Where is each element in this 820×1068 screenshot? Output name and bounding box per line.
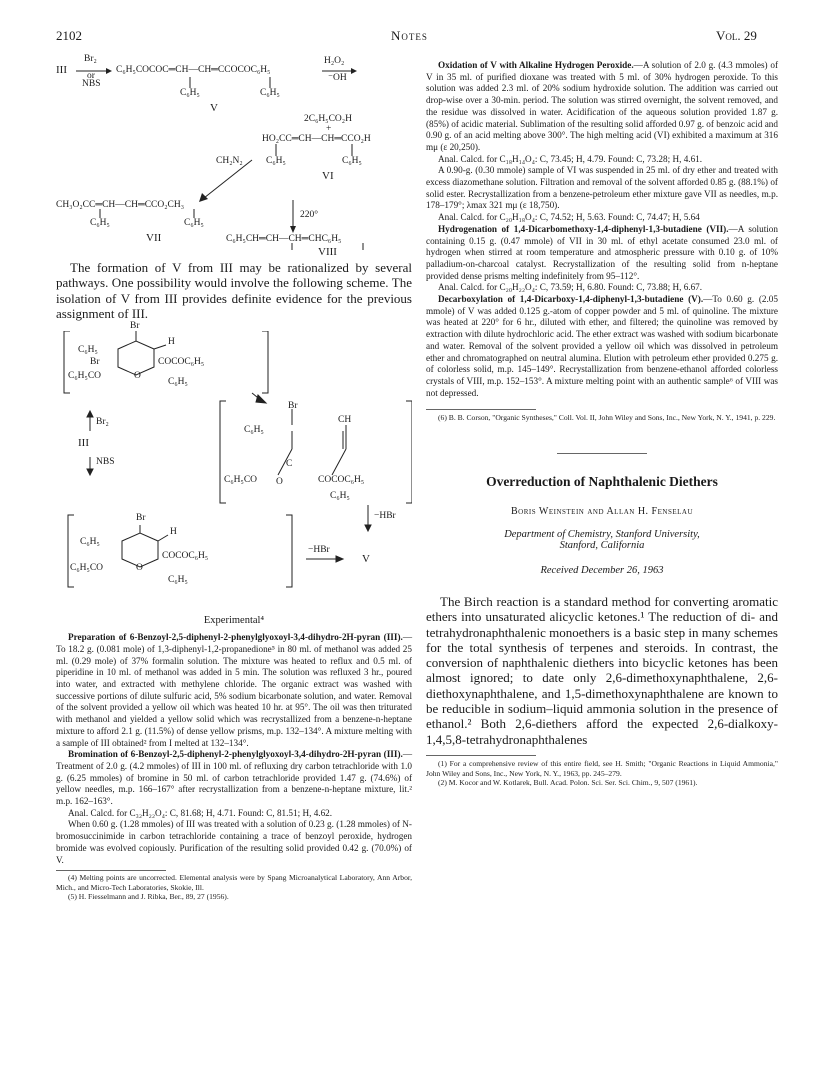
reagent-br2: Br₂ <box>84 54 97 64</box>
affiliation-line-1: Department of Chemistry, Stanford University, <box>504 528 700 540</box>
plus-sign: + <box>326 124 332 134</box>
right-column <box>426 60 778 788</box>
bottom-benzoyl: C₆H₅CO <box>70 563 104 574</box>
oxidation-heading: Oxidation of V with Alkaline Hydrogen Peroxide. <box>438 60 634 70</box>
bottom-phenyl-2: C₆H₅ <box>168 575 188 586</box>
analysis-hydrogenated: Anal. Calcd. for C₂₀H₂₂O₄: C, 73.59; H, 6.80. Found: C, 73.88; H, 6.67. <box>438 282 703 293</box>
top-phenyl: C₆H₅ <box>78 345 98 356</box>
top-h: H <box>168 337 175 348</box>
experimental-heading: Experimental⁴ <box>203 615 265 627</box>
mid-phenyl-2: C₆H₅ <box>330 491 350 502</box>
bromination-text: —Treatment of 2.0 g. (4.2 mmoles) of III in 100 ml. of refluxing dry carbon tetrachloride with 1.0 g. (6.25 mmoles) of bromine in 50 ml. of carbon tetrachloride provided 1.47 g. (74.6%) of yellow needles, m.p. 166–167° after recrystallization from a benzene-n-heptane mixture, lit.² m.p. 162–163°. <box>56 749 412 807</box>
running-head: Notes <box>391 28 428 43</box>
mid-phenyl: C₆H₅ <box>244 425 264 436</box>
bromination-paragraph <box>56 749 412 808</box>
footnote-divider <box>426 409 536 410</box>
mid-phenylglyoxoyl: COCOC₆H₅ <box>318 475 365 486</box>
decarboxylation-heading: Decarboxylation of 1,4-Dicarboxy-1,4-diphenyl-1,3-butadiene (V). <box>438 294 704 305</box>
article-body: The Birch reaction is a standard method for converting aromatic ethers into unsaturated alicyclic ketones.¹ The reduction of di- and tetrahydronaphthalenic monoethers is a basic step in many schemes for the total synthesis of terpenes and steroids. In contrast, the conversion of naphthalenic diethers into bicyclic ketones has been almost ignored; to date only 2,6-dimethoxynaphthalene, 2,6-diethoxynaphthalene, and 1,5-dimethoxynaphthalene are known to be reducible in sodium–liquid ammonia solution in the presence of ethanol.² Both 2,6-diethers afford the expected 2,6-dialkoxy-1,4,5,8-tetrahydronaphthalenes <box>426 593 778 747</box>
hydrogenation-text: —A solution containing 0.15 g. (0.47 mmole) of VII in 30 ml. of ethyl acetate consumed 23.0 ml. of hydrogen when stirred at room temperature and atmospheric pressure with 0.10 g. of 10% palladium-on-charcoal catalyst. Recrystallization of the resulting solid from n-heptane provided dense prisms melting indefinitely from 95–112°. <box>426 223 778 281</box>
compound-vii-label: VII <box>146 232 162 244</box>
top-ring-oxygen: O <box>134 371 141 382</box>
decarboxylation-text: —To 0.60 g. (2.05 mmole) of V was added 0.125 g.-atom of copper powder and 5 ml. of quinoline. The mixture was heated at 220° for 6 hr., diluted with ether, and filtered; the quinoline was removed by extraction with dilute hydrochloric acid. The ether extract was washed with sodium bicarbonate and water. Removal of the solvent provided a yellow oil which was dissolved in petroleum ether and chromatographed on neutral alumina. Elution with petroleum ether provided 0.275 g. of colorless solid, m.p. 145–149°. Recrystallization from benzene-ethanol afforded colorless crystals of VIII, m.p. 152–153°. A mixture melting point with an authentic sample⁶ of VIII was not depressed. <box>426 294 778 398</box>
nbs-paragraph: When 0.60 g. (1.28 mmoles) of III was treated with a solution of 0.23 g. (1.28 mmoles) of N-bromosuccinimide in carbon tetrachloride containing a trace of benzoyl peroxide, hydrogen bromide was evolved copiously. Purification of the resulting solid provided 0.42 g. (70.0%) of V. <box>56 819 412 865</box>
footnote-divider <box>426 755 536 756</box>
oxidation-text: —A solution of 2.0 g. (4.3 mmoles) of V in 35 ml. of purified dioxane was treated with 5 ml. of 30% hydrogen peroxide. To this solution was added 2.3 ml. of 20% sodium hydroxide solution. The addition was carried out drop-wise over a 30-min. period. The solution was stirred overnight, the solvent removed, and the residue was dissolved in water. Acidification of the aqueous solution provided 1.87 g. (85%) of acidic material. Sublimation of the resulting solid afforded 0.97 g. of benzoic acid and 0.90 g. of an acid melting above 300°. The high melting acid (VI) exhibited a maximum at 316 mμ (ε 20,250). <box>426 60 778 152</box>
rationale-paragraph: The formation of V from III may be rationalized by several pathways. One possibility would involve the following scheme. The isolation of V from III provides definite evidence for the previous assignment of III. <box>56 260 412 321</box>
bottom-ring-oxygen: O <box>136 563 143 574</box>
article-authors: Boris Weinstein and Allan H. Fenselau <box>510 505 694 517</box>
bromination-heading: Bromination of 6-Benzoyl-2,5-diphenyl-2-phenylglyoxoyl-3,4-dihydro-2H-pyran (III). <box>68 749 403 760</box>
compound-vi-substituent: C₆H₅ <box>342 156 362 166</box>
top-benzoyl: C₆H₅CO <box>68 371 102 382</box>
mid-ch: CH <box>338 415 352 426</box>
footnote-2: (2) M. Kocor and W. Kotlarek, Bull. Acad. Polon. Sci. Ser. Sci. Chim., 9, 507 (1961). <box>438 778 698 788</box>
compound-v-product: V <box>362 553 370 566</box>
compound-vi-label: VI <box>322 170 334 182</box>
compound-vii-substituent: C₆H₅ <box>184 218 204 228</box>
diazomethane-paragraph: A 0.90-g. (0.30 mmole) sample of VI was suspended in 25 ml. of dry ether and treated with excess diazomethane solution. Filtration and removal of the solvent afforded 0.85 g. (88.1%) of solid ester. Recrystallization from a benzene-petroleum ether mixture gave VII as needles, m.p. 178–179°; λmax 321 mμ (ε 18,750). <box>426 165 778 211</box>
reaction-scheme-2 <box>56 321 412 609</box>
reagent-nbs-label: NBS <box>96 457 115 468</box>
reagent-or: or <box>87 71 95 81</box>
mid-carbon: C <box>286 459 293 470</box>
affiliation-line-2: Stanford, California <box>559 539 645 551</box>
received-date: Received December 26, 1963 <box>540 564 664 576</box>
compound-vii-substituent: C₆H₅ <box>90 218 110 228</box>
article-separator <box>557 453 647 454</box>
benzoic-acid: 2C₆H₅CO₂H <box>304 114 352 124</box>
scheme-2-structures <box>56 331 412 609</box>
reaction-scheme-1 <box>56 54 412 258</box>
prep-heading: Preparation of 6-Benzoyl-2,5-diphenyl-2-phenylglyoxoyl-3,4-dihydro-2H-pyran (III). <box>68 632 403 643</box>
top-br: Br <box>130 321 140 332</box>
reagent-hydroxide: ⁻OH <box>328 73 347 83</box>
decarboxylation-paragraph <box>426 294 778 399</box>
compound-viii-label: VIII <box>318 246 337 258</box>
minus-hbr-bottom: −HBr <box>308 545 330 556</box>
bottom-phenyl: C₆H₅ <box>80 537 100 548</box>
hydrogenation-heading: Hydrogenation of 1,4-Dicarbomethoxy-1,4-diphenyl-1,3-butadiene (VII). <box>438 223 729 234</box>
reagent-nbs: NBS <box>82 79 101 89</box>
minus-hbr-right: −HBr <box>374 511 396 522</box>
footnote-6: (6) B. B. Corson, "Organic Syntheses," Coll. Vol. II, John Wiley and Sons, Inc., New York, N. Y., 1941, p. 229. <box>438 413 776 423</box>
compound-viii-chain: C₆H₅CH═CH—CH═CHC₆H₅ <box>226 234 342 244</box>
hydrogenation-paragraph <box>426 224 778 283</box>
compound-iii-label: III <box>56 64 67 76</box>
compound-v-chain: C₆H₅COCOC═CH—CH═CCOCOC₆H₅ <box>116 65 271 75</box>
analysis-vi: Anal. Calcd. for C₁₈H₁₄O₄: C, 73.45; H, 4.79. Found: C, 73.28; H, 4.61. <box>438 153 703 164</box>
oxidation-paragraph <box>426 60 778 154</box>
footnote-1: (1) For a comprehensive review of this entire field, see H. Smith; "Organic Reactions in Liquid Ammonia," John Wiley and Sons, Inc., New York, N. Y., 1963, pp. 245–279. <box>426 758 778 778</box>
compound-v-substituent: C₆H₅ <box>180 88 200 98</box>
page-number: 2102 <box>56 28 82 43</box>
reagent-diazomethane: CH₂N₂ <box>216 156 243 166</box>
analysis-paragraph: Anal. Calcd. for C₃₂H₂₂O₄: C, 81.68; H, 4.71. Found: C, 81.51; H, 4.62. <box>68 807 333 818</box>
mid-oxygen: O <box>276 477 283 488</box>
reagent-h2o2: H₂O₂ <box>324 56 345 66</box>
top-br-2: Br <box>90 357 100 368</box>
bottom-phenylglyoxoyl: COCOC₆H₅ <box>162 551 209 562</box>
bottom-br: Br <box>136 513 146 524</box>
mid-benzoyl: C₆H₅CO <box>224 475 258 486</box>
compound-vi-chain: HO₂CC═CH—CH═CCO₂H <box>262 134 371 144</box>
compound-vii-chain: CH₃O₂CC═CH—CH═CCO₂CH₃ <box>56 200 185 210</box>
reaction-temperature: 220° <box>300 210 319 220</box>
bottom-h: H <box>170 527 177 538</box>
analysis-vii: Anal. Calcd. for C₂₀H₁₈O₄: C, 74.52; H, 5.63. Found: C, 74.47; H, 5.64 <box>438 212 700 223</box>
prep-text: —To 18.2 g. (0.081 mole) of 1,3-diphenyl-1,2-propanedione⁵ in 80 ml. of methanol was added 25 ml. (0.29 mole) of 37% formalin solution. The mixture was heated to reflux and 0.5 ml. of piperidine in 10 ml. of methanol was added in 5 min. The solution was refluxed 3 hr., poured into water, and extracted with methylene chloride. The organic extract was washed with successive portions of dilute sulfuric acid, 5% sodium bicarbonate solution, and water. Removal of the solvent provided a yellow oil which was heated 10 hr. at 95°. The oil was then triturated with methanol and yielded a yellow solid which was recrystallized from a benzene-n-heptane mixture to afford 2.1 g. (11.5%) of dense yellow prisms, m.p. 132–134°. A mixture melting with a sample of III obtained² from I melted at 132–134°. <box>56 632 412 748</box>
footnote-4: (4) Melting points are uncorrected. Elemental analysis were by Spang Microanalytical Laboratory, Ann Arbor, Mich., and Micro-Tech Laboratories, Skokie, Ill. <box>56 873 412 892</box>
compound-iii-center: III <box>78 437 89 450</box>
reagent-br2-label: Br₂ <box>96 417 109 428</box>
volume-label: Vol. 29 <box>716 28 757 43</box>
footnote-5: (5) H. Fiesselmann and J. Ribka, Ber., 89, 27 (1956). <box>68 892 229 902</box>
article-title: Overreduction of Naphthalenic Diethers <box>486 473 718 489</box>
top-phenyl-2: C₆H₅ <box>168 377 188 388</box>
top-phenylglyoxoyl: COCOC₆H₅ <box>158 357 205 368</box>
compound-v-label: V <box>210 102 218 114</box>
compound-v-substituent: C₆H₅ <box>260 88 280 98</box>
left-column <box>56 54 412 902</box>
prep-paragraph <box>56 632 412 749</box>
mid-br: Br <box>288 401 298 412</box>
compound-vi-substituent: C₆H₅ <box>266 156 286 166</box>
footnote-divider <box>56 870 166 871</box>
